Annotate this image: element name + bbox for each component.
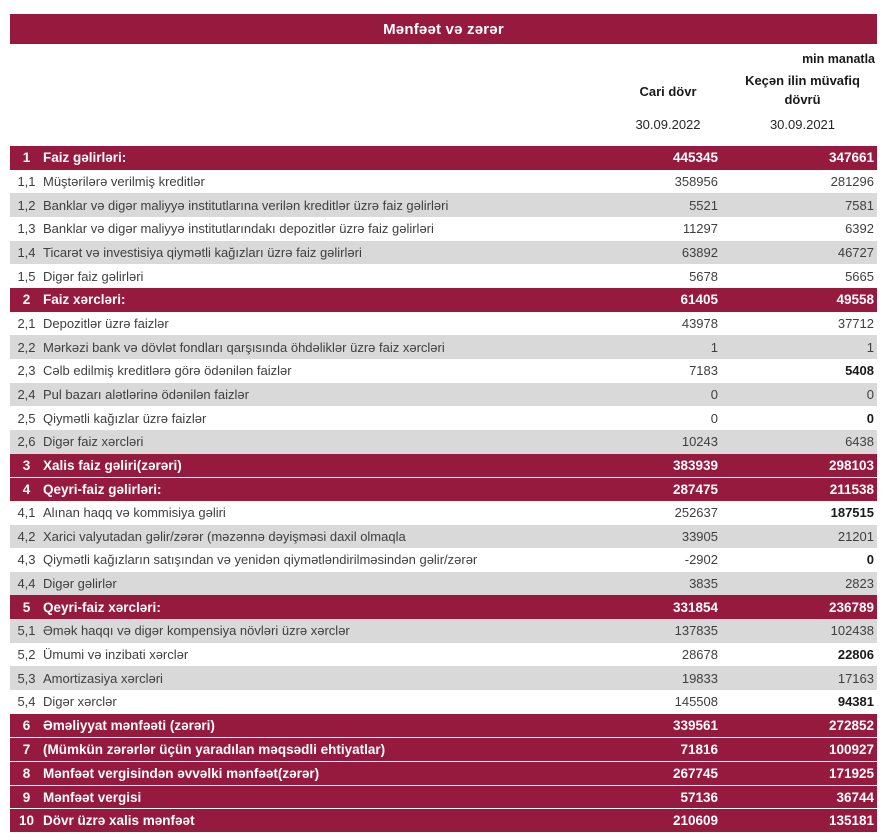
row-label: Mənfəət vergisindən əvvəlki mənfəət(zərər) [43, 765, 320, 781]
row-label: Alınan haqq və kommisiya gəliri [43, 505, 226, 521]
row-value-current: 28678 [681, 647, 718, 663]
row-number: 1,5 [17, 268, 36, 284]
row-number: 4,3 [17, 552, 36, 568]
row-value-current: 445345 [672, 150, 718, 166]
row-value-current: 252637 [674, 505, 718, 521]
row-value-current: 339561 [672, 718, 718, 734]
row-value-previous: 187515 [830, 505, 874, 521]
row-label: Əməliyyat mənfəəti (zərəri) [43, 718, 215, 734]
row-value-current: 267745 [672, 765, 718, 781]
row-number: 10 [18, 813, 35, 829]
row-value-previous: 6438 [845, 434, 874, 450]
row-value-current: 5678 [689, 268, 718, 284]
row-label: Amortizasiya xərcləri [43, 670, 163, 686]
row-label: Digər xərclər [43, 694, 117, 710]
row-value-previous: 272852 [828, 718, 874, 734]
row-label: (Mümkün zərərlər üçün yaradılan məqsədli ehtiyatlar) [43, 742, 386, 758]
row-value-previous: 49558 [836, 292, 874, 308]
row-value-previous: 22806 [837, 647, 874, 663]
row-value-previous: 0 [866, 552, 874, 568]
table-row [10, 714, 877, 738]
row-value-previous: 135181 [828, 813, 874, 829]
row-number: 1,1 [17, 173, 36, 189]
row-label: Banklar və digər maliyyə institutlarına verilən kreditlər üzrə faiz gəlirləri [43, 197, 449, 213]
table-row [10, 643, 877, 667]
table-row [10, 619, 877, 643]
row-label: Qiymətli kağızlar üzrə faizlər [43, 410, 207, 426]
row-label: Ümumi və inzibati xərclər [43, 647, 189, 663]
table-row [10, 477, 877, 501]
row-label: Əmək haqqı və digər kompensiya növləri üzrə xərclər [43, 623, 350, 639]
row-value-current: 1 [710, 339, 718, 355]
row-label: Xalis faiz gəliri(zərəri) [43, 457, 182, 473]
row-value-previous: 0 [866, 386, 874, 402]
profit-loss-table [10, 146, 877, 832]
row-label: Faiz gəlirləri: [43, 150, 127, 166]
table-row [10, 217, 877, 241]
row-value-current: 19833 [681, 670, 718, 686]
row-label: Ticarət və investisiya qiymətli kağızları üzrə faiz gəlirləri [43, 244, 362, 260]
table-row [10, 288, 877, 312]
row-value-current: 11297 [682, 221, 718, 237]
row-number: 2,1 [17, 315, 36, 331]
row-value-current: 137835 [674, 623, 718, 639]
row-number: 2,6 [17, 434, 36, 450]
row-label: Digər gəlirlər [43, 576, 117, 592]
table-row [10, 737, 877, 761]
row-number: 5,3 [17, 670, 36, 686]
row-number: 4 [22, 482, 31, 498]
column-header-current-period: Cari dövr [639, 83, 697, 99]
row-value-current: 57136 [680, 789, 718, 805]
table-row [10, 595, 877, 619]
row-value-previous: 102438 [830, 623, 874, 639]
column-header-previous-period: Keçən ilin müvafiq dövrü [745, 73, 860, 107]
row-value-current: 383939 [672, 457, 718, 473]
row-value-current: 0 [710, 386, 718, 402]
row-label: Xarici valyutadan gəlir/zərər (məzənnə dəyişməsi daxil olmaqla [43, 528, 406, 544]
row-number: 5 [22, 599, 31, 615]
table-row [10, 572, 877, 596]
row-label: Digər faiz xərcləri [43, 434, 144, 450]
row-number: 1 [22, 150, 31, 166]
table-row [10, 666, 877, 690]
row-label: Faiz xərcləri: [43, 292, 126, 308]
table-row [10, 454, 877, 478]
table-row [10, 808, 877, 832]
row-value-current: 287475 [672, 482, 718, 498]
row-label: Depozitlər üzrə faizlər [43, 315, 169, 331]
row-label: Digər faiz gəlirləri [43, 268, 144, 284]
row-label: Pul bazarı alətlərinə ödənilən faizlər [43, 386, 249, 402]
row-value-previous: 36744 [836, 789, 874, 805]
table-row [10, 335, 877, 359]
row-value-current: 0 [710, 410, 718, 426]
row-number: 2,3 [17, 363, 36, 379]
row-number: 2,2 [17, 339, 36, 355]
row-value-previous: 21201 [837, 528, 874, 544]
row-value-previous: 211538 [829, 482, 874, 498]
row-value-previous: 37712 [837, 315, 874, 331]
row-value-previous: 0 [866, 410, 874, 426]
row-number: 2,5 [17, 410, 36, 426]
row-value-previous: 46727 [837, 244, 874, 260]
row-label: Cəlb edilmiş kreditlərə görə ödənilən faizlər [43, 363, 292, 379]
row-value-current: 3835 [689, 576, 718, 592]
row-number: 7 [22, 742, 31, 758]
row-value-current: 145508 [674, 694, 718, 710]
table-row [10, 430, 877, 454]
currency-unit-note: min manatla [802, 52, 875, 66]
table-row [10, 548, 877, 572]
row-value-previous: 5408 [845, 363, 874, 379]
table-row [10, 785, 877, 809]
table-row [10, 264, 877, 288]
row-value-current: 61405 [680, 292, 718, 308]
row-number: 4,2 [17, 528, 36, 544]
row-number: 6 [22, 718, 31, 734]
row-number: 5,2 [17, 647, 36, 663]
column-headers-row [10, 72, 877, 110]
row-number: 5,1 [17, 623, 36, 639]
row-number: 2,4 [17, 386, 36, 402]
previous-period-date: 30.09.2021 [769, 116, 836, 132]
row-value-previous: 17163 [837, 670, 874, 686]
row-label: Mərkəzi bank və dövlət fondları qarşısında öhdəliklər üzrə faiz xərcləri [43, 339, 445, 355]
row-value-previous: 6392 [845, 221, 874, 237]
row-value-current: 331854 [672, 599, 718, 615]
row-number: 8 [22, 765, 31, 781]
column-dates-row [10, 112, 877, 136]
table-row [10, 359, 877, 383]
row-value-current: 33905 [681, 528, 718, 544]
row-label: Qeyri-faiz gəlirləri: [43, 482, 162, 498]
row-label: Banklar və digər maliyyə institutlarındakı depozitlər üzrə faiz gəlirləri [43, 221, 434, 237]
table-row [10, 193, 877, 217]
row-value-previous: 171925 [828, 765, 874, 781]
row-number: 9 [22, 789, 31, 805]
row-value-previous: 236789 [828, 599, 874, 615]
row-number: 2 [22, 292, 31, 308]
row-value-current: 63892 [681, 244, 718, 260]
row-label: Qeyri-faiz xərcləri: [43, 599, 161, 615]
row-value-previous: 1 [866, 339, 874, 355]
row-value-previous: 298103 [828, 457, 874, 473]
table-row [10, 501, 877, 525]
page-title: Mənfəət və zərər [383, 20, 504, 38]
row-label: Mənfəət vergisi [43, 789, 142, 805]
row-value-previous: 100927 [828, 742, 874, 758]
row-label: Dövr üzrə xalis mənfəət [43, 813, 195, 829]
row-number: 4,1 [17, 505, 36, 521]
table-row [10, 146, 877, 170]
row-number: 3 [22, 457, 31, 473]
row-number: 4,4 [17, 576, 36, 592]
table-row [10, 525, 877, 549]
row-value-previous: 7581 [845, 197, 874, 213]
row-value-current: -2902 [684, 552, 718, 568]
row-value-current: 10243 [681, 434, 718, 450]
row-value-previous: 347661 [828, 150, 874, 166]
table-row [10, 170, 877, 194]
table-row [10, 761, 877, 785]
row-label: Müştərilərə verilmiş kreditlər [43, 173, 205, 189]
row-number: 1,2 [17, 197, 36, 213]
statement-title-bar [10, 14, 877, 44]
row-value-previous: 94381 [837, 694, 874, 710]
row-label: Qiymətli kağızların satışından və yenidən qiymətləndirilməsindən gəlir/zərər [43, 552, 478, 568]
statement-container [10, 14, 877, 832]
table-row [10, 312, 877, 336]
row-value-previous: 281296 [830, 173, 874, 189]
table-row [10, 241, 877, 265]
table-row [10, 690, 877, 714]
row-value-current: 71816 [680, 742, 718, 758]
row-number: 1,3 [17, 221, 36, 237]
row-value-current: 43978 [681, 315, 718, 331]
row-number: 5,4 [17, 694, 36, 710]
row-value-current: 5521 [689, 197, 718, 213]
table-row [10, 383, 877, 407]
row-value-current: 7183 [689, 363, 718, 379]
row-number: 1,4 [17, 244, 36, 260]
table-row [10, 406, 877, 430]
current-period-date: 30.09.2022 [635, 116, 701, 132]
row-value-current: 358956 [674, 173, 718, 189]
row-value-previous: 5665 [845, 268, 874, 284]
row-value-current: 210609 [672, 813, 718, 829]
row-value-previous: 2823 [845, 576, 874, 592]
